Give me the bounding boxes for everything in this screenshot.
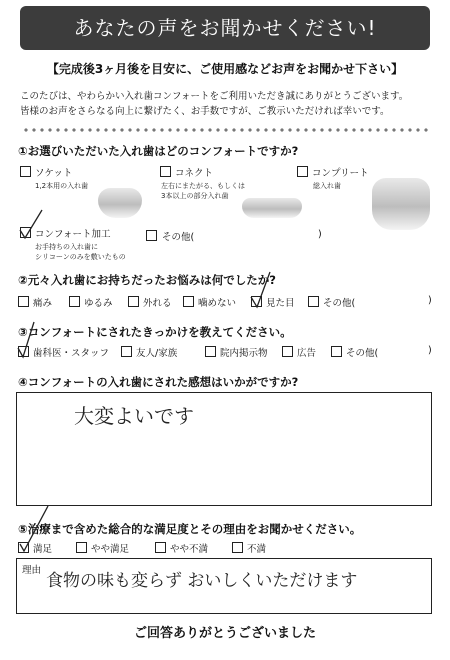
q5-title: ⑤治療まで含めた総合的な満足度とその理由をお聞かせください。 <box>18 522 362 536</box>
dotted-divider <box>22 128 430 132</box>
q3-other-close: ) <box>428 345 432 356</box>
q3-checkbox-other[interactable] <box>331 346 342 357</box>
intro-line-1: このたびは、やわらかい入れ歯コンフォートをご利用いただき誠にありがとうございます。 <box>20 91 409 102</box>
q3-label-other: その他( <box>346 348 379 359</box>
q3-label-ad: 広告 <box>297 348 317 359</box>
q5-label-satisfied: 満足 <box>33 544 53 555</box>
q4-handwritten-answer: 大変よいです <box>74 404 194 428</box>
q1-note-complete: 総入れ歯 <box>313 182 341 190</box>
q5-label-somewhat-dissatisfied: やや不満 <box>170 544 209 555</box>
socket-denture-image <box>98 188 142 218</box>
q2-label-appearance: 見た目 <box>266 298 295 309</box>
q1-title: ①お選びいただいた入れ歯はどのコンフォートですか? <box>18 144 299 158</box>
q1-label-comfort-processing: コンフォート加工 <box>35 229 111 240</box>
q4-title: ④コンフォートの入れ歯にされた感想はいかがですか? <box>18 375 299 389</box>
q5-checkbox-dissatisfied[interactable] <box>232 542 243 553</box>
q5-checkbox-somewhat-satisfied[interactable] <box>76 542 87 553</box>
q2-label-pain: 痛み <box>33 298 53 309</box>
q1-label-complete: コンプリート <box>312 168 369 179</box>
q2-checkbox-cannot-chew[interactable] <box>183 296 194 307</box>
q3-checkbox-clinic-poster[interactable] <box>205 346 216 357</box>
page-title: あなたの声をお聞かせください! <box>73 16 377 40</box>
header-banner <box>20 6 430 50</box>
q3-label-dental-staff: 歯科医・スタッフ <box>33 348 110 359</box>
q2-label-cannot-chew: 噛めない <box>198 298 237 309</box>
q5-handwritten-reason: 食物の味も変らず おいしくいただけます <box>46 571 358 591</box>
q2-checkbox-other[interactable] <box>308 296 319 307</box>
q2-label-loose: ゆるみ <box>84 298 113 309</box>
q2-checkbox-pain[interactable] <box>18 296 29 307</box>
q1-label-other: その他( <box>162 232 195 243</box>
q1-checkbox-socket[interactable] <box>20 166 31 177</box>
q1-note-socket: 1,2本用の入れ歯 <box>35 182 89 190</box>
q1-checkbox-other[interactable] <box>146 230 157 241</box>
q3-checkbox-friend-family[interactable] <box>121 346 132 357</box>
q3-checkbox-ad[interactable] <box>282 346 293 357</box>
q2-other-close: ) <box>428 295 432 306</box>
q1-note-connect: 左右にまたがる、もしくは 3本以上の部分入れ歯 <box>161 182 245 200</box>
connect-denture-image <box>242 198 302 218</box>
q1-label-socket: ソケット <box>35 168 73 179</box>
q5-checkbox-somewhat-dissatisfied[interactable] <box>155 542 166 553</box>
q5-label-somewhat-satisfied: やや満足 <box>91 544 130 555</box>
q2-label-other: その他( <box>323 298 356 309</box>
q3-title: ③コンフォートにされたきっかけを教えてください。 <box>18 325 292 339</box>
q1-checkbox-complete[interactable] <box>297 166 308 177</box>
q5-reason-label: 理由 <box>22 565 42 576</box>
q2-label-falls-out: 外れる <box>143 298 172 309</box>
q3-label-friend-family: 友人/家族 <box>136 348 178 359</box>
closing-message: ご回答ありがとうございました <box>133 626 316 641</box>
complete-denture-image <box>372 178 430 230</box>
q1-checkbox-connect[interactable] <box>160 166 171 177</box>
q2-checkbox-falls-out[interactable] <box>128 296 139 307</box>
q3-label-clinic-poster: 院内掲示物 <box>220 348 268 359</box>
q1-label-connect: コネクト <box>175 168 214 179</box>
intro-line-2: 皆様のお声をさらなる向上に繋げたく、お手数ですが、ご教示いただければ幸いです。 <box>20 106 390 117</box>
q1-note-comfort-processing: お手持ちの入れ歯に シリコーンのみを敷いたもの <box>35 243 126 261</box>
q5-label-dissatisfied: 不満 <box>247 544 267 555</box>
q1-other-close: ) <box>318 229 322 240</box>
subtitle: 【完成後3ヶ月後を目安に、ご使用感などお声をお聞かせ下さい】 <box>46 62 404 76</box>
q2-checkbox-loose[interactable] <box>69 296 80 307</box>
q2-title: ②元々入れ歯にお持ちだったお悩みは何でしたか? <box>18 273 276 287</box>
